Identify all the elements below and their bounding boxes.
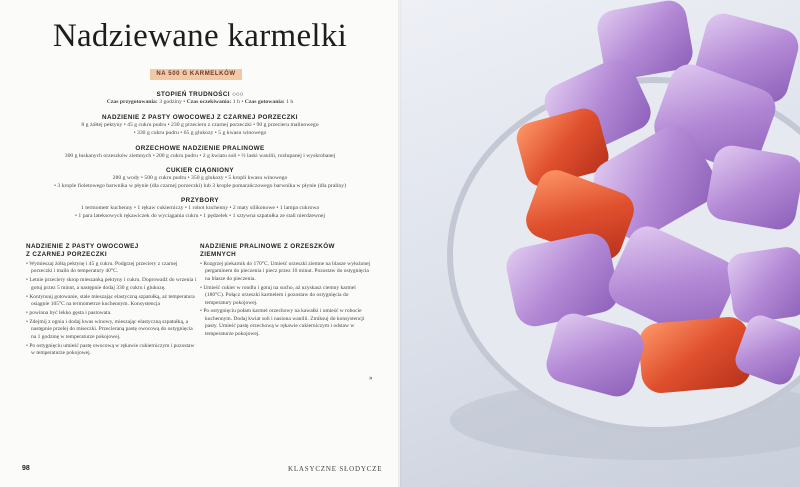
steps-column-left xyxy=(26,243,198,359)
ingredients-heading: PRZYBORY xyxy=(181,197,219,204)
wait-time-value: 1 h xyxy=(232,99,240,105)
difficulty-block xyxy=(20,91,380,106)
continue-arrow-icon: » xyxy=(369,374,373,382)
step-list xyxy=(200,261,372,338)
ingredients-line: • 1 para lateksowych rękawiczek do wyciągania cukru • 1 pędzelek • 1 sztywna szpatułka ze stali nierdzewnej xyxy=(75,213,325,219)
ingredients-line: • 330 g cukru pudru • 65 g glukozy • 5 g kwasu winowego xyxy=(133,130,267,136)
prep-time-label: Czas przygotowania: xyxy=(106,99,158,105)
ingredients-line: 300 g łuskanych orzeszków ziemnych • 200 g cukru pudru • 2 g kwiatu soli • ½ laski wanilii, rozłupanej i wyskrobanej xyxy=(64,153,336,159)
step-item: • Wymieszaj żółtą pektynę i 45 g cukru. Podgrzej przeciery z czarnej porzeczki i malin do temperatury 40°C. xyxy=(26,261,198,276)
yield-badge: NA 500 G KARMELKÓW xyxy=(150,69,242,80)
cook-time-value: 1 h xyxy=(286,99,294,105)
book-fold xyxy=(398,0,402,487)
times-line: Czas przygotowania: 3 godziny • Czas oczekiwania: 1 h • Czas gotowania: 1 h xyxy=(106,99,294,105)
right-page-photo xyxy=(400,0,800,487)
steps-column-right xyxy=(200,243,372,340)
ingredients-line: 280 g wody • 500 g cukru pudru • 350 g glukozy • 5 kropli kwasu winowego xyxy=(112,175,288,181)
ingredients-section-3 xyxy=(20,167,380,190)
ingredients-heading: ORZECHOWE NADZIENIE PRALINOWE xyxy=(135,145,265,152)
step-item: • Kontynuuj gotowanie, stale mieszając elastyczną szpatułką, aż temperatura osiągnie 105°C na termometrze kuchennym. Konsystencja xyxy=(26,294,198,309)
ingredients-line: • 3 krople fioletowego barwnika w płynie (dla czarnej porzeczki) lub 3 krople pomarańczowego barwnika w płynie (dla praliny) xyxy=(54,183,346,189)
step-list xyxy=(26,261,198,357)
step-item: • Letnie przeciery skrop mieszanką pektyny i cukru. Doprowadź do wrzenia i gotuj przez 5 minut, a następnie dodaj 330 g cukru i glukozę. xyxy=(26,277,198,292)
ingredients-heading: CUKIER CIĄGNIONY xyxy=(166,167,234,174)
wait-time-label: Czas oczekiwania: xyxy=(186,99,232,105)
step-item: • powinna być lekko gęsta i pastowata. xyxy=(26,310,198,317)
page-number: 98 xyxy=(22,465,30,472)
step-item: • Po ostygnięciu połam karmel orzechowy na kawałki i umieść w robocie kuchennym. Dodaj kwiat soli i nasiona wanilii. Zmiksuj do konsystencji pasty. Umieść pastę orzechową w rękawie cukierniczym i odstaw w temperaturze pokojowej. xyxy=(200,308,372,338)
ingredients-line: 1 termometr kuchenny • 1 rękaw cukierniczy • 1 robot kuchenny • 2 maty silikonowe • 1 lampa cukrowa xyxy=(81,205,319,211)
step-item: • Zdejmij z ognia i dodaj kwas winowy, mieszając elastyczną szpatułką, a następnie przelej do miseczki. Przecieraną pastę owocową do ostygnięcia na 1 godzinę w temperaturze pokojowej. xyxy=(26,319,198,341)
prep-time-value: 3 godziny xyxy=(159,99,182,105)
step-heading: NADZIENIE Z PASTY OWOCOWEJ xyxy=(26,243,139,250)
difficulty-heading xyxy=(20,91,380,98)
difficulty-circles-icon: ○○○ xyxy=(232,91,244,98)
running-footer: KLASYCZNE SŁODYCZE xyxy=(288,465,383,473)
ingredients-section-4 xyxy=(20,197,380,220)
page-title: Nadziewane karmelki xyxy=(52,18,348,54)
ingredients-section-2 xyxy=(20,145,380,160)
step-item: • Umieść cukier w rondlu i gotuj na sucho, aż uzyskasz ciemny karmel (180°C). Połącz orzeszki karmelem i pozostaw do ostygnięcia do temperatury pokojowej. xyxy=(200,285,372,307)
ingredients-line: 8 g żółtej pektyny • 45 g cukru pudru • 230 g przecieru z czarnej porzeczki • 90 g przecieru malinowego xyxy=(81,122,319,128)
step-item: • Rozgrzej piekarnik do 170°C. Umieść orzeszki ziemne na blasze wyłożonej pergaminem do pieczenia i piecz przez 10 minut. Pozostaw do ostygnięcia na blasze do pieczenia. xyxy=(200,261,372,283)
ingredients-heading: NADZIENIE Z PASTY OWOCOWEJ Z CZARNEJ PORZECZKI xyxy=(102,114,298,121)
step-heading: NADZIENIE PRALINOWE Z ORZESZKÓW ZIEMNYCH xyxy=(200,243,335,258)
candy-bowl-photo xyxy=(400,0,800,487)
step-heading: Z CZARNEJ PORZECZKI xyxy=(26,251,108,258)
cook-time-label: Czas gotowania: xyxy=(244,99,285,105)
step-item: • Po ostygnięciu umieść pastę owocową w rękawie cukierniczym i pozostaw w temperaturze pokojowej. xyxy=(26,343,198,358)
difficulty-label: STOPIEŃ TRUDNOŚCI xyxy=(156,91,230,98)
ingredients-section-1 xyxy=(20,114,380,137)
